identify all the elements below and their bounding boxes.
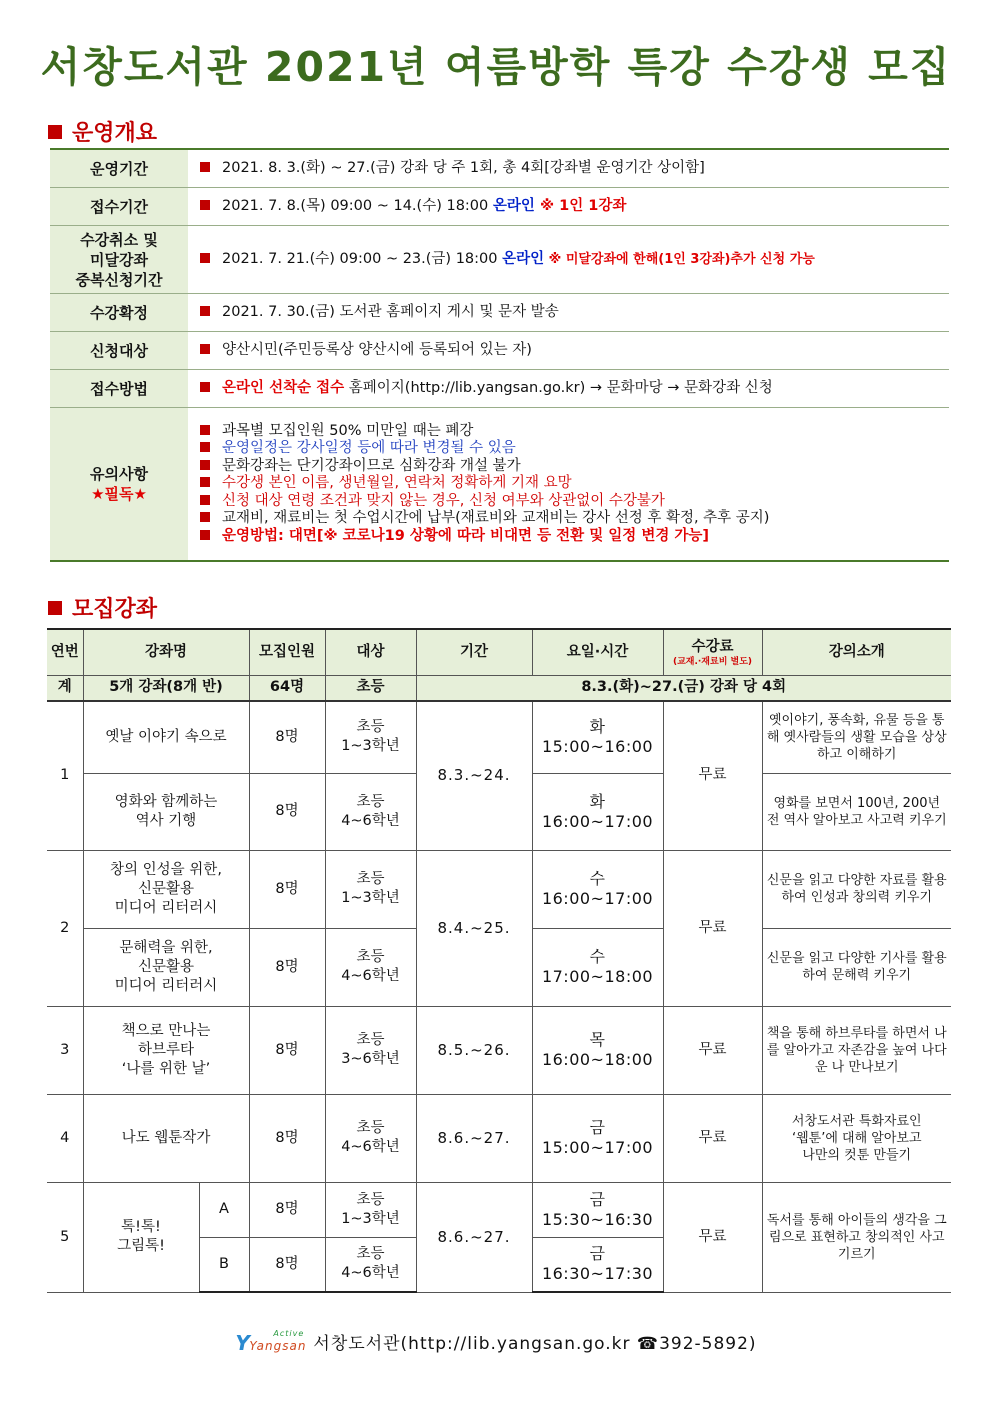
overview-label: 접수기간 bbox=[50, 188, 188, 225]
yangsan-logo: Active Y Yangsan bbox=[235, 1329, 307, 1355]
notice-item: 운영방법: 대면[※ 코로나19 상황에 따라 비대면 등 전환 및 일정 변경 가능] bbox=[222, 527, 710, 544]
section-heading-text: 운영개요 bbox=[72, 121, 158, 146]
must-read-badge: ★필독★ bbox=[91, 485, 147, 503]
overview-label: 신청대상 bbox=[50, 332, 188, 369]
overview-value: 2021. 7. 8.(목) 09:00 ~ 14.(수) 18:00 bbox=[222, 198, 493, 214]
overview-highlight: 온라인 선착순 접수 bbox=[222, 380, 345, 396]
overview-value: 양산시민(주민등록상 양산시에 등록되어 있는 자) bbox=[222, 342, 532, 358]
section-heading-text: 모집강좌 bbox=[72, 597, 158, 622]
overview-label: 유의사항 ★필독★ bbox=[50, 408, 188, 560]
table-row: 5 톡!톡! 그림톡! A 8명 초등 1~3학년 8.6.~27. 금 15:30~16:30 무료 독서를 통해 아이들의 생각을 그림으로 표현하고 창의적인 사고 기르기 bbox=[47, 1182, 951, 1237]
col-header-intro: 강의소개 bbox=[762, 629, 951, 675]
col-header-count: 모집인원 bbox=[249, 629, 325, 675]
col-header-no: 연번 bbox=[47, 629, 83, 675]
table-row: 1 옛날 이야기 속으로 8명 초등 1~3학년 8.3.~24. 화 15:00~16:00 무료 옛이야기, 풍속화, 유물 등을 통해 옛사람들의 생활 모습을 상상하고 이해하기 bbox=[47, 701, 951, 773]
square-bullet-icon bbox=[48, 601, 62, 615]
overview-table bbox=[50, 148, 949, 562]
overview-note: ※ 미달강좌에 한해(1인 3강좌)추가 신청 가능 bbox=[544, 252, 815, 267]
notice-item: 수강생 본인 이름, 생년월일, 연락처 정확하게 기재 요망 bbox=[222, 475, 572, 492]
overview-row bbox=[50, 188, 949, 226]
square-bullet-icon bbox=[200, 512, 210, 522]
overview-label: 수강취소 및 미달강좌 중복신청기간 bbox=[50, 226, 188, 293]
col-header-name: 강좌명 bbox=[83, 629, 249, 675]
overview-row bbox=[50, 408, 949, 560]
col-header-fee: 수강료 (교재.·재료비 별도) bbox=[663, 629, 762, 675]
col-header-time: 요일·시간 bbox=[532, 629, 663, 675]
col-header-period: 기간 bbox=[416, 629, 532, 675]
square-bullet-icon bbox=[200, 425, 210, 435]
page-title: 서창도서관 2021년 여름방학 특강 수강생 모집 bbox=[40, 43, 952, 91]
notice-item: 과목별 모집인원 50% 미만일 때는 폐강 bbox=[222, 422, 474, 439]
overview-value: 2021. 7. 21.(수) 09:00 ~ 23.(금) 18:00 bbox=[222, 251, 503, 267]
table-row: 영화와 함께하는 역사 기행 8명 초등 4~6학년 화 16:00~17:00 영화를 보면서 100년, 200년 전 역사 알아보고 사고력 키우기 bbox=[47, 773, 951, 850]
square-bullet-icon bbox=[200, 162, 210, 172]
section-heading-courses bbox=[48, 592, 157, 623]
overview-value: 2021. 8. 3.(화) ~ 27.(금) 강좌 당 주 1회, 총 4회[강좌별 운영기간 상이함] bbox=[222, 160, 705, 176]
notice-item: 신청 대상 연령 조건과 맞지 않는 경우, 신청 여부와 상관없이 수강불가 bbox=[222, 492, 665, 509]
notice-item: 교재비, 재료비는 첫 수업시간에 납부(재료비와 교재비는 강사 선정 후 확정, 추후 공지) bbox=[222, 510, 770, 527]
overview-row bbox=[50, 150, 949, 188]
square-bullet-icon bbox=[200, 382, 210, 392]
table-row: 3 책으로 만나는 하브루타 ‘나를 위한 날’ 8명 초등 3~6학년 8.5.~26. 목 16:00~18:00 무료 책을 통해 하브루타를 하면서 나를 알아가고 자존감을 높여 나다운 나 만나보기 bbox=[47, 1006, 951, 1094]
table-row: 4 나도 웹툰작가 8명 초등 4~6학년 8.6.~27. 금 15:00~17:00 무료 서창도서관 특화자료인 ‘웹툰’에 대해 알아보고 나만의 컷툰 만들기 bbox=[47, 1094, 951, 1182]
overview-label: 수강확정 bbox=[50, 294, 188, 331]
overview-row bbox=[50, 226, 949, 294]
overview-row bbox=[50, 294, 949, 332]
square-bullet-icon bbox=[200, 495, 210, 505]
course-table bbox=[47, 628, 951, 1293]
overview-label: 운영기간 bbox=[50, 150, 188, 187]
overview-row bbox=[50, 332, 949, 370]
footer-contact: 서창도서관(http://lib.yangsan.go.kr ☎392-5892) bbox=[313, 1334, 757, 1354]
square-bullet-icon bbox=[200, 477, 210, 487]
overview-value: 2021. 7. 30.(금) 도서관 홈페이지 게시 및 문자 발송 bbox=[222, 304, 559, 320]
square-bullet-icon bbox=[200, 200, 210, 210]
square-bullet-icon bbox=[200, 442, 210, 452]
footer bbox=[0, 1329, 992, 1357]
overview-value: 홈페이지(http://lib.yangsan.go.kr) → 문화마당 → 문화강좌 신청 bbox=[344, 380, 773, 396]
section-heading-overview bbox=[48, 116, 157, 147]
notice-item: 문화강좌는 단기강좌이므로 심화강좌 개설 불가 bbox=[222, 457, 521, 474]
square-bullet-icon bbox=[200, 253, 210, 263]
table-row: 문해력을 위한, 신문활용 미디어 리터러시 8명 초등 4~6학년 수 17:00~18:00 신문을 읽고 다양한 기사를 활용하여 문해력 키우기 bbox=[47, 928, 951, 1006]
class-label: B bbox=[199, 1237, 249, 1292]
table-row: 2 창의 인성을 위한, 신문활용 미디어 리터러시 8명 초등 1~3학년 8.4.~25. 수 16:00~17:00 무료 신문을 읽고 다양한 자료를 활용하여 인성과 창의력 키우기 bbox=[47, 850, 951, 928]
table-header-row bbox=[47, 629, 951, 675]
overview-note: ※ 1인 1강좌 bbox=[534, 198, 627, 214]
online-tag: 온라인 bbox=[492, 198, 535, 214]
course-name: 옛날 이야기 속으로 bbox=[83, 701, 249, 773]
square-bullet-icon bbox=[200, 530, 210, 540]
col-header-target: 대상 bbox=[325, 629, 416, 675]
table-row: B 8명 초등 4~6학년 금 16:30~17:30 bbox=[47, 1237, 951, 1292]
overview-row bbox=[50, 370, 949, 408]
summary-row: 계 5개 강좌(8개 반) 64명 초등 8.3.(화)~27.(금) 강좌 당 4회 bbox=[47, 675, 951, 701]
square-bullet-icon bbox=[200, 306, 210, 316]
notice-item: 운영일정은 강사일정 등에 따라 변경될 수 있음 bbox=[222, 440, 516, 457]
square-bullet-icon bbox=[200, 344, 210, 354]
class-label: A bbox=[199, 1182, 249, 1237]
square-bullet-icon bbox=[200, 460, 210, 470]
online-tag: 온라인 bbox=[502, 251, 545, 267]
overview-label: 접수방법 bbox=[50, 370, 188, 407]
square-bullet-icon bbox=[48, 125, 62, 139]
